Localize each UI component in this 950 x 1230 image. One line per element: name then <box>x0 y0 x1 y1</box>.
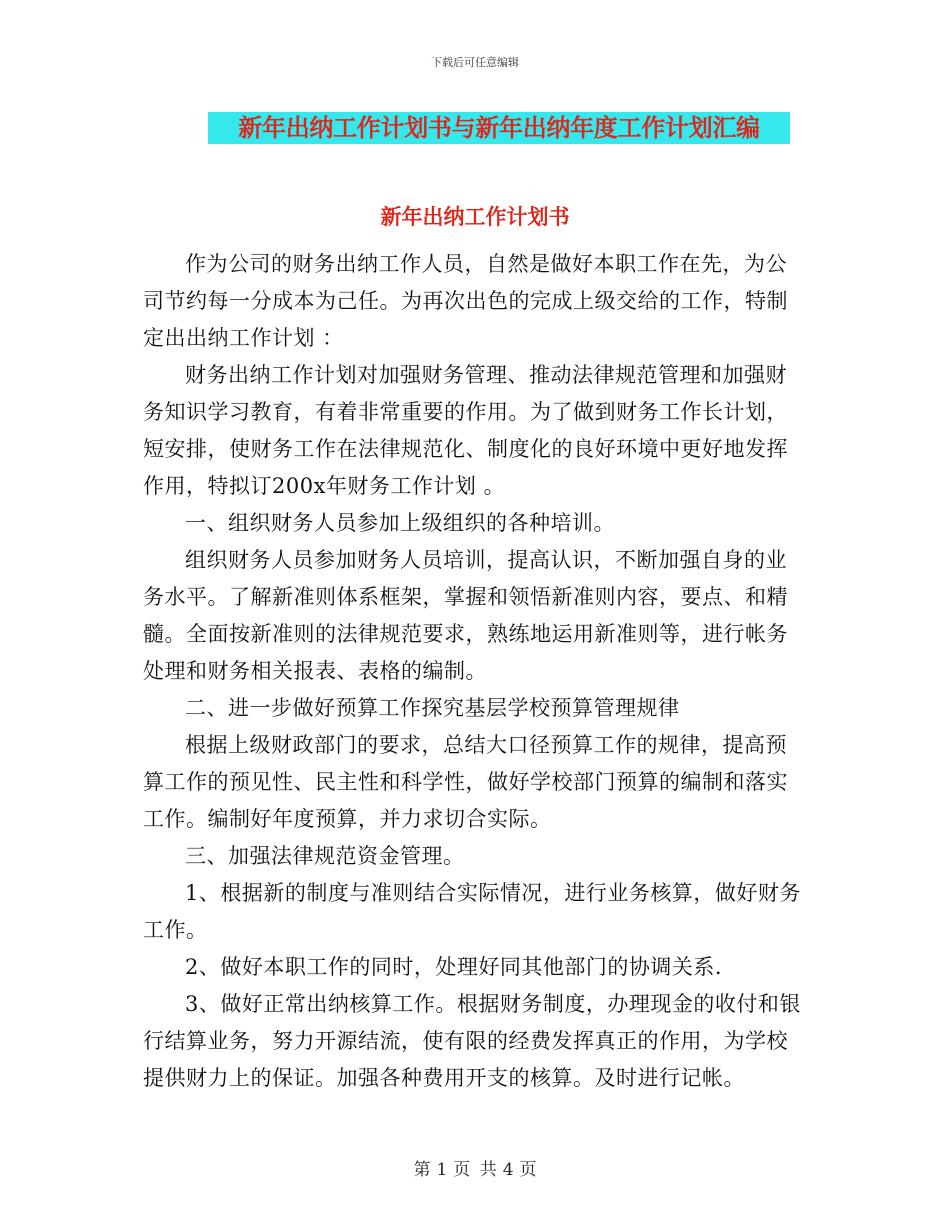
section-heading: 三、加强法律规范资金管理。 <box>185 844 465 868</box>
section-title: 新年出纳工作计划书 <box>380 204 570 229</box>
list-item: 2、做好本职工作的同时，处理好同其他部门的协调关系. <box>185 955 723 979</box>
document-title: 新年出纳工作计划书与新年出纳年度工作计划汇编 <box>208 112 790 144</box>
page-prefix: 第 <box>413 1160 431 1180</box>
page-suffix: 页 <box>519 1160 537 1180</box>
page-footer <box>0 1155 950 1180</box>
page-middle: 页 共 <box>453 1160 497 1180</box>
section-heading: 二、进一步做好预算工作探究基层学校预算管理规律 <box>185 696 680 720</box>
page-current: 1 <box>436 1160 448 1180</box>
page-total: 4 <box>502 1160 514 1180</box>
paragraph: 财务出纳工作计划对加强财务管理、推动法律规范管理和加强财务知识学习教育，有着非常重要的作用。为了做到财务工作长计划，短安排，使财务工作在法律规范化、制度化的良好环境中更好地发挥作用，特拟订200x年财务工作计划 。 <box>143 363 788 498</box>
list-item: 3、做好正常出纳核算工作。根据财务制度，办理现金的收付和银行结算业务，努力开源结流，使有限的经费发挥真正的作用，为学校提供财力上的保证。加强各种费用开支的核算。及时进行记帐。 <box>143 992 801 1090</box>
list-item: 1、根据新的制度与准则结合实际情况，进行业务核算，做好财务工作。 <box>143 881 801 942</box>
paragraph: 作为公司的财务出纳工作人员，自然是做好本职工作在先，为公司节约每一分成本为己任。为再次出色的完成上级交给的工作，特制定出出纳工作计划 ： <box>143 252 788 350</box>
document-body <box>143 246 806 1097</box>
section-heading: 一、组织财务人员参加上级组织的各种培训。 <box>185 511 615 535</box>
paragraph: 根据上级财政部门的要求，总结大口径预算工作的规律，提高预算工作的预见性、民主性和科学性，做好学校部门预算的编制和落实工作。编制好年度预算，并力求切合实际。 <box>143 733 788 831</box>
header-note: 下载后可任意编辑 <box>431 56 519 69</box>
paragraph: 组织财务人员参加财务人员培训，提高认识，不断加强自身的业务水平。了解新准则体系框架，掌握和领悟新准则内容，要点、和精髓。全面按新准则的法律规范要求，熟练地运用新准则等，进行帐务处理和财务相关报表、表格的编制。 <box>143 548 788 683</box>
